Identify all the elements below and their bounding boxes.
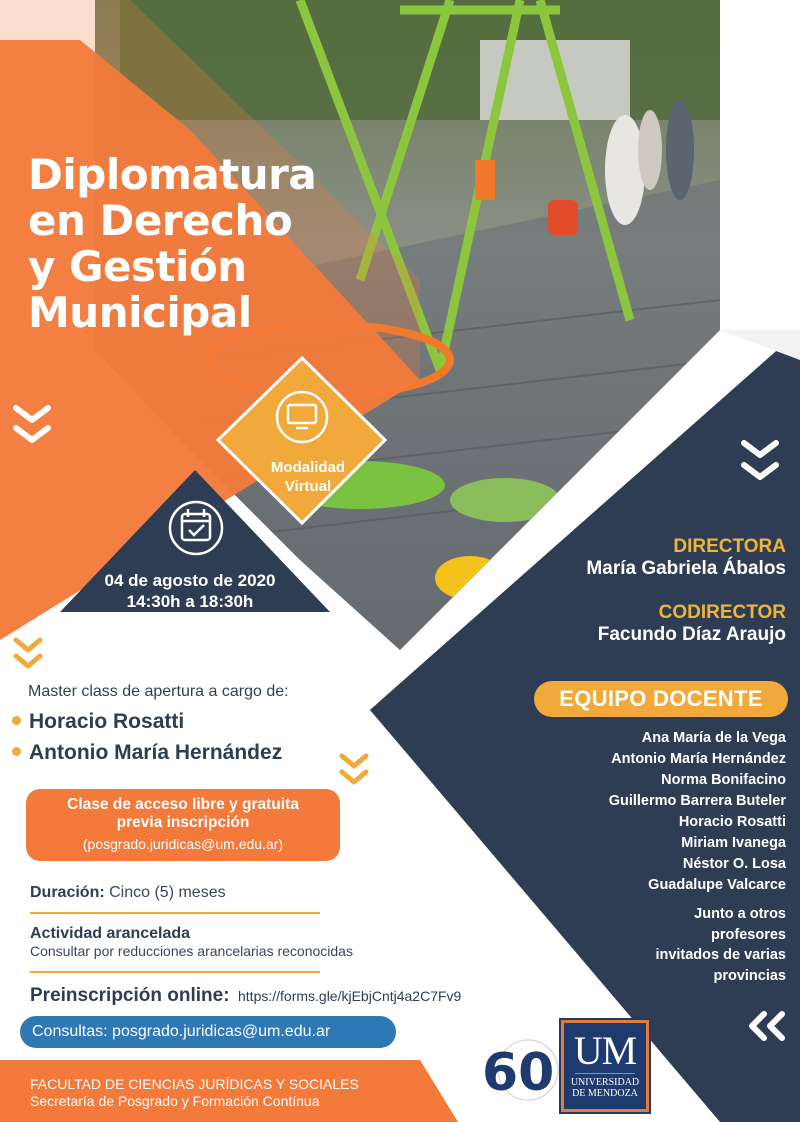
team-member: Ana María de la Vega xyxy=(641,730,786,746)
secretaria-name: Secretaría de Posgrado y Formación Contínua xyxy=(30,1093,320,1109)
fees-block xyxy=(30,925,353,959)
extra-line: provincias xyxy=(713,967,786,984)
modality-line-1: Modalidad xyxy=(270,459,346,476)
universidad-de-mendoza-logo xyxy=(561,1020,649,1112)
footer-text xyxy=(30,1076,359,1110)
team-member: Miriam Ivanega xyxy=(681,835,786,851)
preinscripcion-link[interactable]: https://forms.gle/kjEbjCntj4a2C7Fv9 xyxy=(238,988,462,1004)
speaker-name: Horacio Rosatti xyxy=(29,710,185,733)
course-title xyxy=(28,152,328,336)
bullet-icon xyxy=(12,716,21,725)
free-access-email[interactable]: (posgrado.juridicas@um.edu.ar) xyxy=(82,836,284,852)
extra-line: Junto a otros xyxy=(694,906,786,922)
free-access-line-1: Clase de acceso libre y gratuita xyxy=(67,796,299,813)
preinscripcion-row xyxy=(30,985,461,1007)
directora-block xyxy=(586,536,786,580)
faculty-name: FACULTAD DE CIENCIAS JURÍDICAS Y SOCIALES xyxy=(30,1076,359,1092)
codirector-block xyxy=(598,602,786,646)
fees-note: Consultar por reducciones arancelarias reconocidas xyxy=(30,943,353,959)
title-line-2: en Derecho xyxy=(28,196,293,245)
logo-divider xyxy=(575,1073,635,1074)
master-class-intro: Master class de apertura a cargo de: xyxy=(28,683,289,700)
modality-line-2: Virtual xyxy=(284,478,332,495)
title-line-1: Diplomatura xyxy=(28,150,317,199)
duration-value: Cinco (5) meses xyxy=(109,884,226,901)
consultas-pill[interactable]: Consultas: posgrado.juridicas@um.edu.ar xyxy=(20,1016,396,1048)
um-name-line-1: UNIVERSIDAD xyxy=(570,1077,640,1088)
team-list xyxy=(609,728,786,896)
team-member: Néstor O. Losa xyxy=(682,856,786,872)
extra-professors-note xyxy=(586,904,786,986)
duration-label: Duración: xyxy=(30,884,105,901)
schedule-block xyxy=(60,570,320,612)
free-access-box xyxy=(26,789,340,861)
directora-name: María Gabriela Ábalos xyxy=(586,558,786,579)
team-member: Horacio Rosatti xyxy=(678,814,786,830)
title-line-4: Municipal xyxy=(28,288,252,337)
um-mark: UM xyxy=(573,1028,637,1073)
fees-label: Actividad arancelada xyxy=(30,925,191,942)
anniversary-60-logo xyxy=(478,1028,562,1112)
speaker-2 xyxy=(12,741,282,765)
extra-line: profesores xyxy=(711,926,786,943)
um-name-line-2: DE MENDOZA xyxy=(572,1088,638,1099)
equipo-docente-heading: EQUIPO DOCENTE xyxy=(534,681,788,717)
speaker-name: Antonio María Hernández xyxy=(29,741,283,764)
title-line-3: y Gestión xyxy=(28,242,247,291)
codirector-role: CODIRECTOR xyxy=(658,602,786,623)
extra-line: invitados de varias xyxy=(655,947,786,963)
preinscripcion-label: Preinscripción online: xyxy=(30,985,230,1006)
anniversary-number: 60 xyxy=(482,1043,555,1103)
event-date: 04 de agosto de 2020 xyxy=(104,571,276,590)
free-access-line-2: previa inscripción xyxy=(116,814,250,831)
duration-row xyxy=(30,884,226,902)
team-member: Antonio María Hernández xyxy=(611,751,786,767)
directora-role: DIRECTORA xyxy=(673,536,786,557)
event-time: 14:30h a 18:30h xyxy=(126,592,254,611)
team-member: Guadalupe Valcarce xyxy=(648,877,786,893)
team-member: Guillermo Barrera Buteler xyxy=(608,793,786,809)
bullet-icon xyxy=(12,747,21,756)
team-member: Norma Bonifacino xyxy=(661,772,786,788)
modality-label xyxy=(248,458,368,496)
speaker-1 xyxy=(12,710,184,734)
codirector-name: Facundo Díaz Araujo xyxy=(597,624,786,645)
